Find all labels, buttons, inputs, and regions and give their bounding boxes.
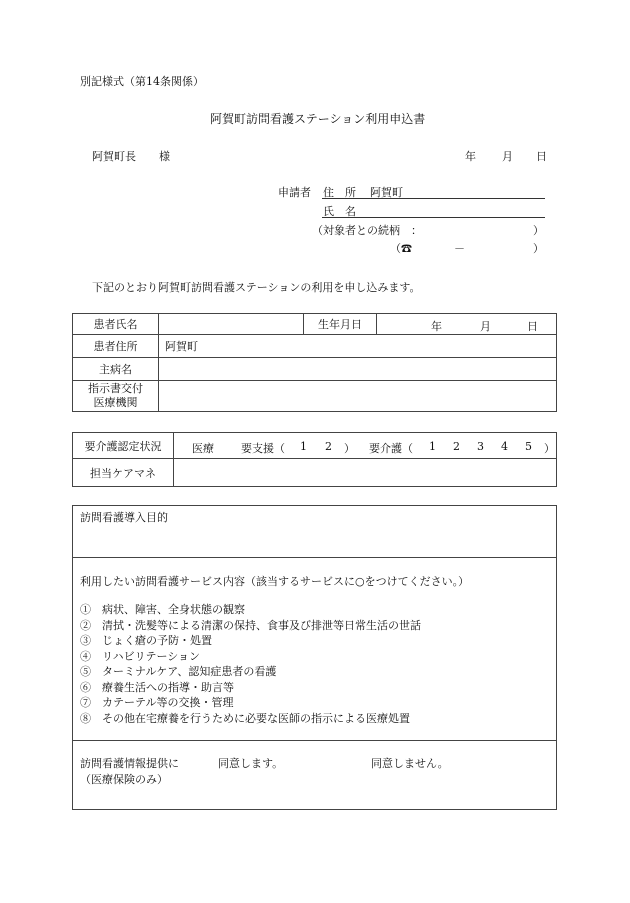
institution-label-line2: 医療機関 [93,396,138,409]
care-option-5[interactable]: 5 [525,439,532,453]
phone-dash: － [454,242,465,255]
institution-label-line1: 指示書交付 [88,382,143,395]
birth-field[interactable] [377,314,557,335]
date-day: 日 [536,150,547,163]
purpose-field[interactable] [160,528,540,550]
relation-label: （対象者との続柄 ： [312,224,422,237]
birth-label: 生年月日 [304,314,377,335]
patient-table [72,313,557,412]
date-year: 年 [465,150,476,163]
applicant-address-value[interactable]: 阿賀町 [370,186,403,199]
institution-label [73,381,159,412]
care-status-field[interactable] [174,433,557,459]
care-manager-field[interactable] [174,459,557,487]
care-status-label: 要介護認定状況 [73,433,174,459]
birth-year: 年 [431,319,442,333]
service-item[interactable]: ④ リハビリテーション [80,649,201,663]
patient-name-label: 患者氏名 [73,314,159,335]
birth-day: 日 [527,319,538,333]
care-close: ） [544,441,555,455]
applicant-name-label: 氏 名 [323,205,356,218]
medical-option[interactable]: 医療 [192,441,214,455]
applicant-label: 申請者 [278,186,311,199]
applicant-address-label: 住 所 [323,186,356,199]
consent-divider [72,740,557,741]
phone-close: ） [533,242,544,255]
service-item[interactable]: ⑧ その他在宅療養を行うために必要な医師の指示による医療処置 [80,711,410,725]
services-list [80,602,421,726]
addressee-name: 阿賀町長 [92,150,136,163]
service-item[interactable]: ⑦ カテーテル等の交換・管理 [80,696,234,709]
disease-label: 主病名 [73,358,159,381]
address-underline [322,198,545,199]
consent-label: 訪問看護情報提供に [80,757,179,770]
patient-name-field[interactable] [159,314,304,335]
patient-address-label: 患者住所 [73,335,159,358]
patient-address-field[interactable]: 阿賀町 [159,335,557,358]
service-item[interactable]: ② 清拭・洗髪等による清潔の保持、食事及び排泄等日常生活の世話 [80,618,421,632]
addressee-honorific: 様 [159,150,170,163]
care-table [72,432,557,487]
disease-field[interactable] [159,358,557,381]
support-close: ） [344,441,355,455]
care-manager-label: 担当ケアマネ [73,459,174,487]
purpose-label: 訪問看護導入目的 [80,511,168,524]
service-item[interactable]: ① 病状、障害、全身状態の観察 [80,603,245,616]
service-item[interactable]: ⑥ 療養生活への指導・助言等 [80,680,234,694]
care-option-3[interactable]: 3 [477,439,484,453]
form-label: 別記様式（第14条関係） [80,75,204,88]
care-option-2[interactable]: 2 [453,439,460,453]
consent-sublabel: （医療保険のみ） [80,773,168,786]
care-level-label: 要介護（ [369,441,413,455]
support-label: 要支援（ [241,441,285,455]
relation-close: ） [533,224,544,237]
consent-agree-option[interactable]: 同意します。 [218,757,284,770]
care-option-4[interactable]: 4 [501,439,508,453]
service-item[interactable]: ⑤ ターミナルケア、認知症患者の看護 [80,665,277,678]
name-underline[interactable] [322,217,545,218]
service-item[interactable]: ③ じょく瘡の予防・処置 [80,634,212,647]
care-option-1[interactable]: 1 [429,439,436,453]
date-month: 月 [502,150,513,163]
support-option-1[interactable]: 1 [300,439,307,453]
purpose-divider [72,557,557,558]
phone-open: （☎ [390,242,412,255]
institution-field[interactable] [159,381,557,412]
services-heading: 利用したい訪問看護サービス内容（該当するサービスに○をつけてください。） [80,575,470,588]
support-option-2[interactable]: 2 [325,439,332,453]
consent-disagree-option[interactable]: 同意しません。 [371,757,449,770]
page-title: 阿賀町訪問看護ステーション利用申込書 [210,112,426,126]
birth-month: 月 [480,319,491,333]
intro-text: 下記のとおり阿賀町訪問看護ステーションの利用を申し込みます。 [92,281,421,294]
